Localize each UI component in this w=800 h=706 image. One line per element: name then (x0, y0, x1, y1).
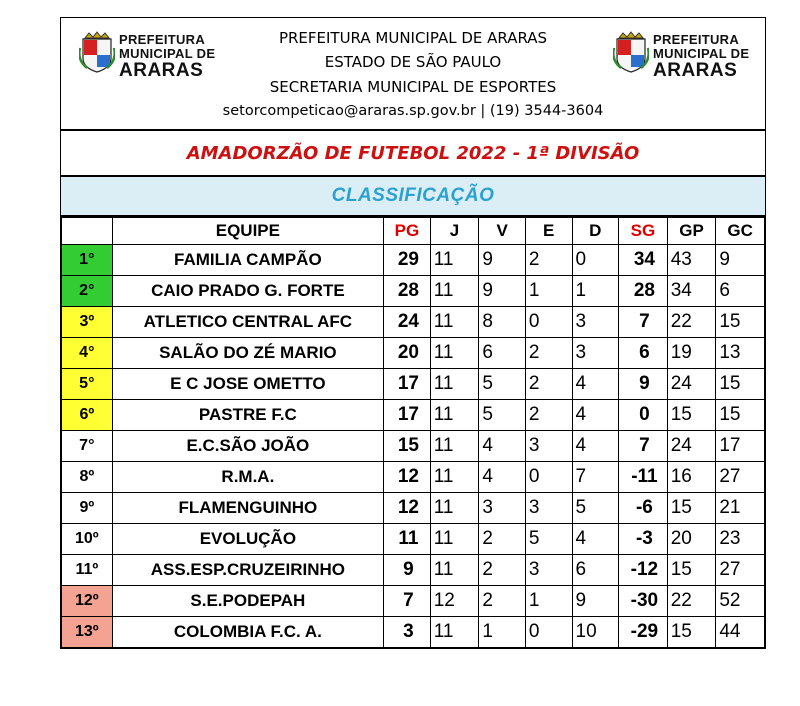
j-cell: 11 (430, 493, 479, 524)
table-row (62, 524, 765, 555)
v-cell: 4 (479, 431, 526, 462)
sg-cell: 9 (619, 369, 668, 400)
e-cell: 2 (525, 245, 572, 276)
header-equipe: EQUIPE (112, 218, 383, 245)
table-row (62, 431, 765, 462)
pg-cell: 17 (384, 369, 431, 400)
position-cell: 6º (62, 400, 113, 431)
standings-sheet (60, 17, 766, 649)
v-cell: 4 (479, 462, 526, 493)
table-row (62, 307, 765, 338)
classification-heading: CLASSIFICAÇÃO (61, 177, 765, 217)
d-cell: 4 (572, 400, 619, 431)
pg-cell: 24 (384, 307, 431, 338)
v-cell: 5 (479, 400, 526, 431)
header-gp: GP (667, 218, 716, 245)
logo-word-araras: ARARAS (119, 60, 204, 81)
team-cell: COLOMBIA F.C. A. (112, 617, 383, 648)
position-cell: 2° (62, 276, 113, 307)
table-row (62, 245, 765, 276)
pg-cell: 9 (384, 555, 431, 586)
j-cell: 11 (430, 307, 479, 338)
j-cell: 11 (430, 524, 479, 555)
j-cell: 11 (430, 276, 479, 307)
gp-cell: 19 (667, 338, 716, 369)
gc-cell: 27 (716, 462, 765, 493)
team-cell: FAMILIA CAMPÃO (112, 245, 383, 276)
v-cell: 8 (479, 307, 526, 338)
sg-cell: 7 (619, 307, 668, 338)
v-cell: 2 (479, 524, 526, 555)
team-cell: E.C.SÃO JOÃO (112, 431, 383, 462)
sg-cell: -30 (619, 586, 668, 617)
pg-cell: 12 (384, 493, 431, 524)
v-cell: 5 (479, 369, 526, 400)
gc-cell: 15 (716, 369, 765, 400)
pg-cell: 17 (384, 400, 431, 431)
position-cell: 3º (62, 307, 113, 338)
pg-cell: 29 (384, 245, 431, 276)
team-cell: ASS.ESP.CRUZEIRINHO (112, 555, 383, 586)
header-pg: PG (384, 218, 431, 245)
j-cell: 11 (430, 617, 479, 648)
position-cell: 1° (62, 245, 113, 276)
gc-cell: 44 (716, 617, 765, 648)
d-cell: 4 (572, 524, 619, 555)
header-sg: SG (619, 218, 668, 245)
logo-word-municipal: MUNICIPAL DE (653, 46, 750, 61)
e-cell: 2 (525, 369, 572, 400)
sg-cell: -12 (619, 555, 668, 586)
team-cell: CAIO PRADO G. FORTE (112, 276, 383, 307)
d-cell: 10 (572, 617, 619, 648)
header-prefeitura: PREFEITURA MUNICIPAL DE ARARAS (278, 29, 548, 47)
v-cell: 9 (479, 276, 526, 307)
e-cell: 2 (525, 400, 572, 431)
sg-cell: 0 (619, 400, 668, 431)
position-cell: 12º (62, 586, 113, 617)
pg-cell: 15 (384, 431, 431, 462)
d-cell: 9 (572, 586, 619, 617)
j-cell: 12 (430, 586, 479, 617)
v-cell: 3 (479, 493, 526, 524)
e-cell: 1 (525, 276, 572, 307)
pg-cell: 3 (384, 617, 431, 648)
team-cell: EVOLUÇÃO (112, 524, 383, 555)
e-cell: 0 (525, 307, 572, 338)
position-cell: 10º (62, 524, 113, 555)
gc-cell: 23 (716, 524, 765, 555)
logo-word-prefeitura: PREFEITURA (653, 32, 740, 47)
d-cell: 4 (572, 431, 619, 462)
gc-cell: 6 (716, 276, 765, 307)
document-header (61, 18, 765, 131)
standings-table (61, 217, 765, 648)
gc-cell: 17 (716, 431, 765, 462)
pg-cell: 28 (384, 276, 431, 307)
header-e: E (525, 218, 572, 245)
j-cell: 11 (430, 369, 479, 400)
team-cell: PASTRE F.C (112, 400, 383, 431)
gc-cell: 52 (716, 586, 765, 617)
pg-cell: 11 (384, 524, 431, 555)
sg-cell: 34 (619, 245, 668, 276)
gp-cell: 24 (667, 431, 716, 462)
e-cell: 0 (525, 617, 572, 648)
sg-cell: -11 (619, 462, 668, 493)
gc-cell: 27 (716, 555, 765, 586)
table-row (62, 369, 765, 400)
gc-cell: 15 (716, 400, 765, 431)
gp-cell: 22 (667, 307, 716, 338)
standings-body (62, 245, 765, 648)
d-cell: 6 (572, 555, 619, 586)
v-cell: 2 (479, 555, 526, 586)
d-cell: 3 (572, 307, 619, 338)
table-row (62, 276, 765, 307)
header-position (62, 218, 113, 245)
header-d: D (572, 218, 619, 245)
d-cell: 0 (572, 245, 619, 276)
position-cell: 11º (62, 555, 113, 586)
j-cell: 11 (430, 245, 479, 276)
gp-cell: 16 (667, 462, 716, 493)
logo-word-araras: ARARAS (653, 60, 738, 81)
table-row (62, 493, 765, 524)
j-cell: 11 (430, 462, 479, 493)
e-cell: 0 (525, 462, 572, 493)
gp-cell: 20 (667, 524, 716, 555)
j-cell: 11 (430, 431, 479, 462)
team-cell: ATLETICO CENTRAL AFC (112, 307, 383, 338)
gp-cell: 15 (667, 400, 716, 431)
sg-cell: -6 (619, 493, 668, 524)
e-cell: 3 (525, 493, 572, 524)
gp-cell: 15 (667, 555, 716, 586)
header-secretaria: SECRETARIA MUNICIPAL DE ESPORTES (269, 78, 557, 96)
j-cell: 11 (430, 555, 479, 586)
v-cell: 6 (479, 338, 526, 369)
e-cell: 1 (525, 586, 572, 617)
team-cell: S.E.PODEPAH (112, 586, 383, 617)
sg-cell: -3 (619, 524, 668, 555)
gp-cell: 34 (667, 276, 716, 307)
v-cell: 9 (479, 245, 526, 276)
e-cell: 3 (525, 431, 572, 462)
pg-cell: 12 (384, 462, 431, 493)
gp-cell: 15 (667, 617, 716, 648)
table-row (62, 617, 765, 648)
position-cell: 9º (62, 493, 113, 524)
gc-cell: 9 (716, 245, 765, 276)
position-cell: 7° (62, 431, 113, 462)
team-cell: E C JOSE OMETTO (112, 369, 383, 400)
d-cell: 7 (572, 462, 619, 493)
table-row (62, 462, 765, 493)
v-cell: 1 (479, 617, 526, 648)
position-cell: 8º (62, 462, 113, 493)
header-j: J (430, 218, 479, 245)
team-cell: R.M.A. (112, 462, 383, 493)
j-cell: 11 (430, 338, 479, 369)
e-cell: 3 (525, 555, 572, 586)
table-header-row (62, 218, 765, 245)
position-cell: 13º (62, 617, 113, 648)
table-row (62, 555, 765, 586)
team-cell: SALÃO DO ZÉ MARIO (112, 338, 383, 369)
sg-cell: 28 (619, 276, 668, 307)
gc-cell: 21 (716, 493, 765, 524)
sg-cell: 7 (619, 431, 668, 462)
table-row (62, 338, 765, 369)
position-cell: 5° (62, 369, 113, 400)
e-cell: 5 (525, 524, 572, 555)
e-cell: 2 (525, 338, 572, 369)
position-cell: 4° (62, 338, 113, 369)
j-cell: 11 (430, 400, 479, 431)
d-cell: 1 (572, 276, 619, 307)
v-cell: 2 (479, 586, 526, 617)
gp-cell: 43 (667, 245, 716, 276)
logo-word-municipal: MUNICIPAL DE (119, 46, 216, 61)
d-cell: 5 (572, 493, 619, 524)
d-cell: 3 (572, 338, 619, 369)
logo-word-prefeitura: PREFEITURA (119, 32, 206, 47)
sg-cell: -29 (619, 617, 668, 648)
championship-title: AMADORZÃO DE FUTEBOL 2022 - 1ª DIVISÃO (61, 131, 765, 177)
gc-cell: 13 (716, 338, 765, 369)
header-contact: setorcompeticao@araras.sp.gov.br | (19) 3544-3604 (222, 103, 604, 119)
team-cell: FLAMENGUINHO (112, 493, 383, 524)
header-gc: GC (716, 218, 765, 245)
gp-cell: 22 (667, 586, 716, 617)
table-row (62, 586, 765, 617)
header-estado: ESTADO DE SÃO PAULO (324, 53, 502, 71)
pg-cell: 7 (384, 586, 431, 617)
sg-cell: 6 (619, 338, 668, 369)
header-v: V (479, 218, 526, 245)
gp-cell: 24 (667, 369, 716, 400)
table-row (62, 400, 765, 431)
gp-cell: 15 (667, 493, 716, 524)
pg-cell: 20 (384, 338, 431, 369)
d-cell: 4 (572, 369, 619, 400)
gc-cell: 15 (716, 307, 765, 338)
